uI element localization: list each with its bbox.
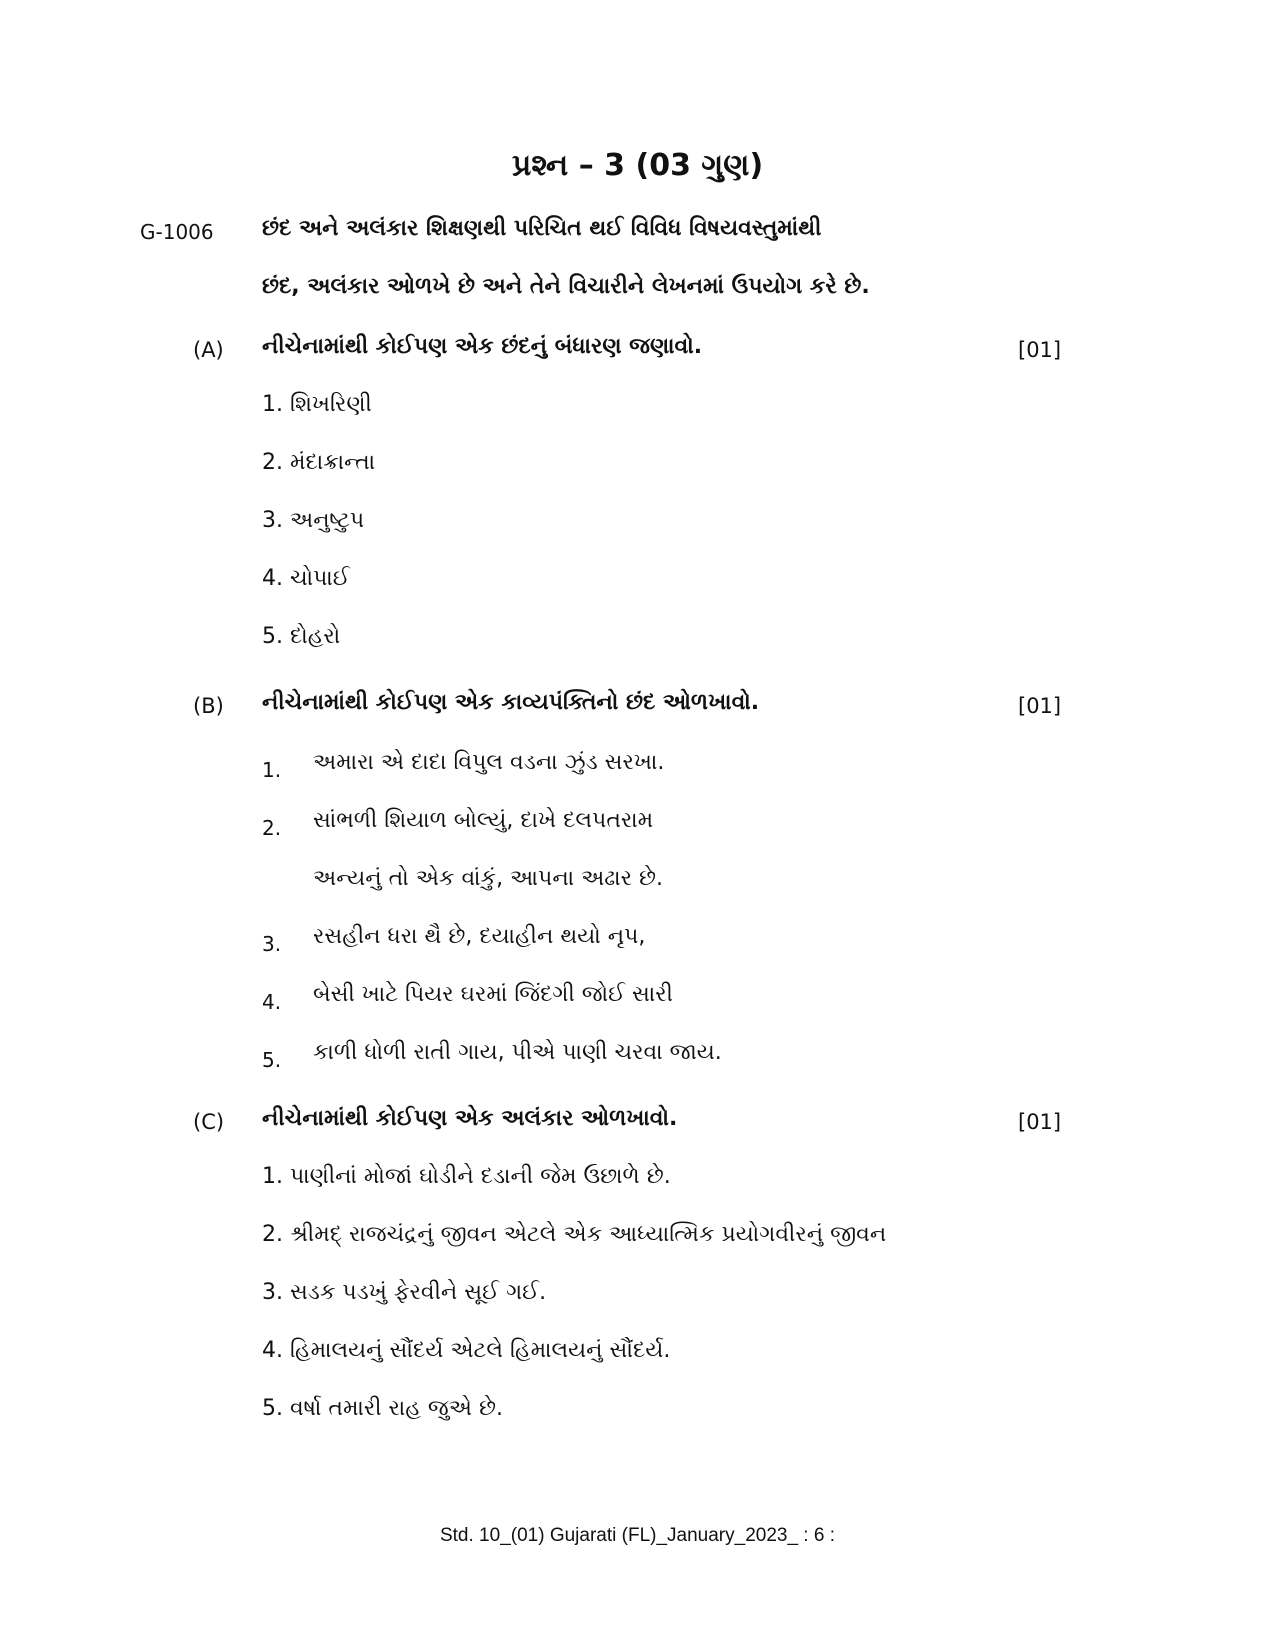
verse-line: રસહીન ધરા થૈ છે, દયાહીન થયો નૃપ, [313, 924, 646, 949]
verse-number: 3. [262, 932, 282, 956]
verse-number: 1. [262, 758, 282, 782]
outcome-line-2: છંદ, અલંકાર ઓળખે છે અને તેને વિચારીને લેખનમાં ઉપયોગ કરે છે. [262, 274, 870, 299]
section-b-label: (B) [193, 694, 224, 718]
list-item: 1. શિખરિણી [262, 392, 372, 417]
list-item: 4. ચોપાઈ [262, 566, 350, 591]
verse-number: 4. [262, 990, 282, 1014]
section-c-label: (C) [193, 1110, 225, 1134]
outcome-code: G-1006 [140, 220, 214, 244]
section-c-marks: [01] [1018, 1110, 1062, 1134]
verse-line: અમારા એ દાદા વિપુલ વડના ઝુંડ સરખા. [313, 750, 665, 775]
verse-line: સાંભળી શિયાળ બોલ્યું, દાખે દલપતરામ [313, 808, 654, 833]
list-item: 3. અનુષ્ટુપ [262, 508, 365, 533]
list-item: 2. શ્રીમદ્ રાજચંદ્રનું જીવન એટલે એક આધ્યાત્મિક પ્રયોગવીરનું જીવન [262, 1222, 887, 1247]
section-c-question: નીચેનામાંથી કોઈપણ એક અલંકાર ઓળખાવો. [262, 1106, 678, 1131]
section-b-question: નીચેનામાંથી કોઈપણ એક કાવ્યપંક્તિનો છંદ ઓળખાવો. [262, 690, 760, 715]
list-item: 5. દોહરો [262, 624, 341, 649]
page-footer: Std. 10_(01) Gujarati (FL)_January_2023_ : 6 : [439, 1525, 835, 1546]
verse-line: અન્યનું તો એક વાંકું, આપના અઢાર છે. [313, 866, 663, 891]
page-title: પ્રશ્ન – 3 (03 ગુણ) [511, 148, 764, 183]
list-item: 4. હિમાલયનું સૌંદર્ય એટલે હિમાલયનું સૌંદર્ય. [262, 1338, 671, 1363]
list-item: 3. સડક પડખું ફેરવીને સૂઈ ગઈ. [262, 1280, 547, 1305]
outcome-line-1: છંદ અને અલંકાર શિક્ષણથી પરિચિત થઈ વિવિધ વિષયવસ્તુમાંથી [262, 216, 822, 241]
section-a-label: (A) [193, 338, 224, 362]
verse-line: કાળી ધોળી રાતી ગાય, પીએ પાણી ચરવા જાય. [313, 1040, 722, 1065]
verse-number: 2. [262, 816, 282, 840]
verse-line: બેસી ખાટે પિયર ઘરમાં જિંદગી જોઈ સારી [313, 982, 673, 1007]
section-b-marks: [01] [1018, 694, 1062, 718]
list-item: 1. પાણીનાં મોજાં ઘોડીને દડાની જેમ ઉછાળે છે. [262, 1164, 671, 1189]
list-item: 5. વર્ષા તમારી રાહ જુએ છે. [262, 1396, 503, 1421]
section-a-question: નીચેનામાંથી કોઈપણ એક છંદનું બંધારણ જણાવો. [262, 334, 703, 359]
section-a-marks: [01] [1018, 338, 1062, 362]
list-item: 2. મંદાક્રાન્તા [262, 450, 376, 475]
verse-number: 5. [262, 1048, 282, 1072]
